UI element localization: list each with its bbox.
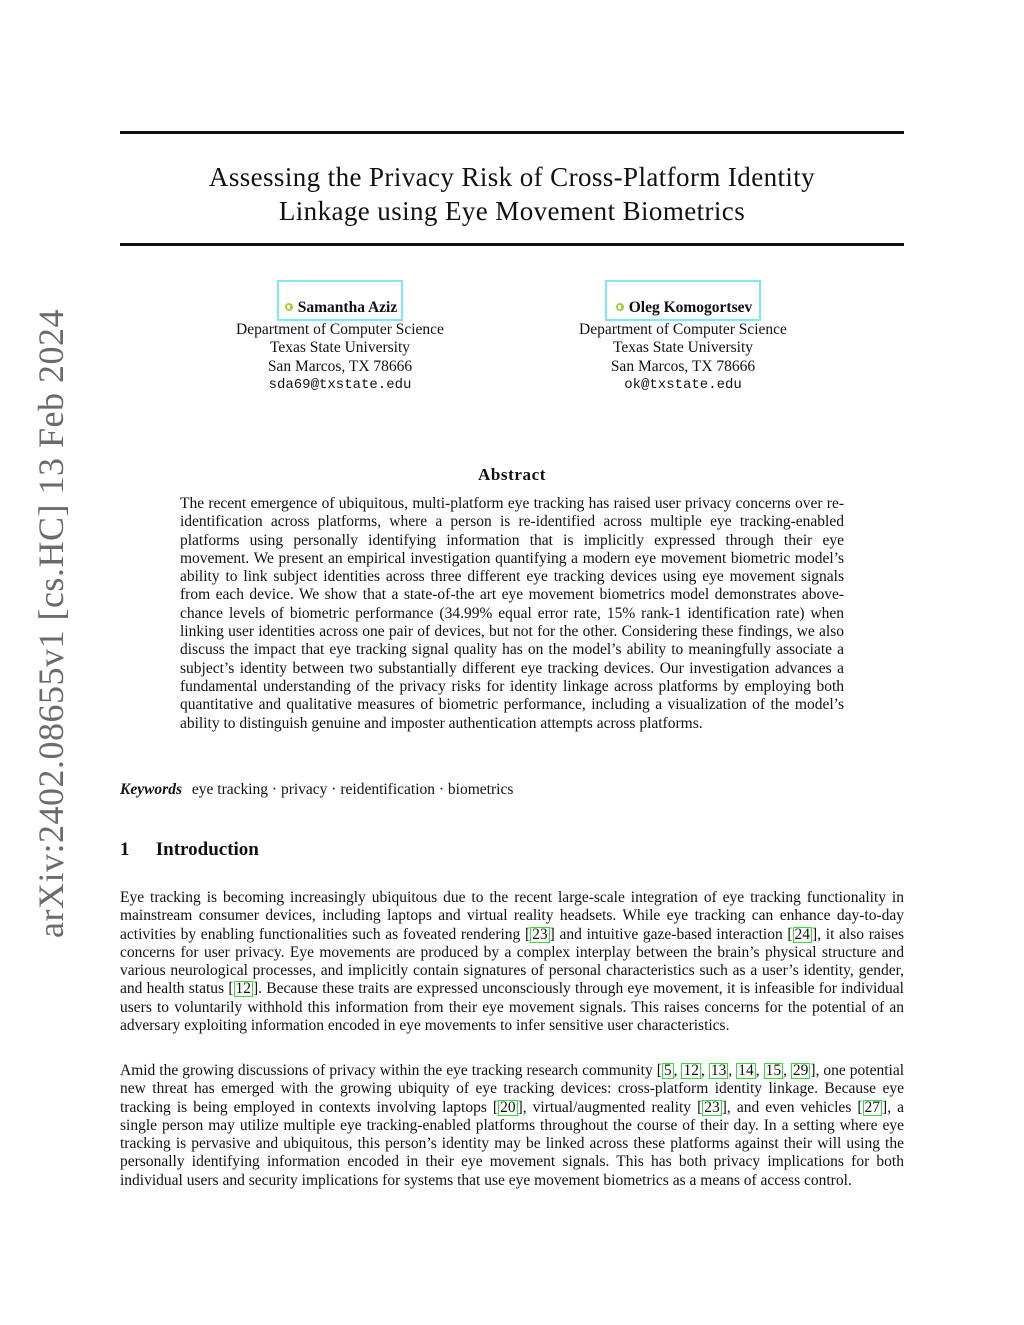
paragraph-text: ]. Because these traits are expressed unconsciously through eye movement, it is infeasible for individual users to voluntarily withhold this information from their eye movement signals. This raises concerns for the potential of an adversary exploiting information encoded in eye movements to infer sensitive user characteristics. bbox=[120, 980, 904, 1035]
orcid-icon[interactable] bbox=[285, 303, 293, 311]
paragraph-text: Eye tracking is becoming increasingly ubiquitous due to the recent large-scale integration of eye tracking functionality in mainstream consumer devices, including laptops and virtual reality headsets. While eye tracking can enhance day-to-day activities by enabling functionalities such as foveated rendering bbox=[120, 889, 904, 943]
paragraph-text: , bbox=[783, 1062, 791, 1079]
citation-link[interactable]: 23 bbox=[704, 1098, 720, 1116]
author-department: Department of Computer Science bbox=[236, 320, 444, 338]
paragraph-text: [ bbox=[525, 925, 531, 943]
paragraph-text: , bbox=[755, 1062, 764, 1079]
orcid-icon[interactable] bbox=[616, 303, 624, 311]
citation-link[interactable]: 15 bbox=[765, 1062, 782, 1079]
citation-link[interactable]: 23 bbox=[532, 925, 548, 943]
intro-paragraph-2 bbox=[120, 1062, 904, 1190]
paragraph-text: ], and even vehicles [ bbox=[721, 1098, 863, 1116]
arxiv-identifier-stamp: arXiv:2402.08655v1 [cs.HC] 13 Feb 2024 bbox=[31, 309, 71, 938]
paragraph-text: , bbox=[700, 1062, 709, 1079]
citation-link[interactable]: 12 bbox=[235, 980, 251, 998]
author-email[interactable]: ok@txstate.edu bbox=[624, 377, 742, 393]
title-line-2: Linkage using Eye Movement Biometrics bbox=[278, 196, 746, 226]
citation-link[interactable]: 24 bbox=[794, 925, 811, 943]
paragraph-text: , bbox=[728, 1062, 737, 1079]
keywords-label: Keywords bbox=[120, 781, 182, 798]
intro-paragraph-1 bbox=[120, 889, 904, 1035]
author-location: San Marcos, TX 78666 bbox=[267, 357, 413, 375]
author-location: San Marcos, TX 78666 bbox=[610, 357, 756, 375]
author-email[interactable]: sda69@txstate.edu bbox=[268, 377, 412, 393]
citation-link[interactable]: 27 bbox=[864, 1098, 881, 1116]
author-block-2 bbox=[533, 280, 833, 395]
author-name-link[interactable] bbox=[605, 280, 761, 321]
paragraph-text: ], virtual/augmented reality [ bbox=[517, 1098, 703, 1116]
paragraph-text: Amid the growing discussions of privacy within the eye tracking research community [ bbox=[120, 1062, 662, 1079]
author-university: Texas State University bbox=[269, 339, 411, 356]
keywords-text: eye tracking · privacy · reidentification · biometrics bbox=[191, 781, 514, 798]
section-title: Introduction bbox=[155, 839, 259, 860]
author-university: Texas State University bbox=[612, 339, 754, 356]
paragraph-text: ], a single person may utilize multiple eye tracking-enabled platforms throughout the course of their day. In a setting where eye tracking is pervasive and ubiquitous, this person’s identity may be linked across these platforms against their will using the personally identifying information encoded in their eye movement signals. This has both privacy implications for both individual users and security implications for systems that use eye movement biometrics as a means of access control. bbox=[120, 1098, 905, 1189]
author-department: Department of Computer Science bbox=[579, 320, 787, 338]
author-name: Oleg Komogortsev bbox=[628, 299, 753, 316]
citation-link[interactable]: 14 bbox=[738, 1062, 754, 1079]
citation-link[interactable]: 12 bbox=[683, 1062, 699, 1079]
author-name-link[interactable] bbox=[277, 280, 403, 321]
title-rule-bottom bbox=[120, 243, 904, 246]
author-block-1 bbox=[190, 280, 490, 395]
author-name: Samantha Aziz bbox=[297, 299, 398, 316]
paragraph-text: , bbox=[673, 1062, 682, 1079]
paragraph-text: ], one potential new threat has emerged with the growing ubiquity of eye tracking devices: cross-platform identity linkage. Because eye tracking is being employed in contexts involving laptops [ bbox=[120, 1062, 905, 1116]
citation-link[interactable]: 13 bbox=[710, 1062, 727, 1079]
keywords-line bbox=[120, 781, 513, 799]
paragraph-text: ] and intuitive gaze-based interaction [ bbox=[549, 925, 793, 943]
citation-link[interactable]: 29 bbox=[792, 1062, 809, 1079]
paragraph-text: ], it also raises concerns for user privacy. Eye movements are produced by a complex interplay between the brain’s physical structure and various neurological processes, and implicitly contain signatures of personal characteristics such as a user’s identity, gender, and health status [ bbox=[120, 925, 904, 998]
section-number: 1 bbox=[120, 839, 130, 860]
title-line-1: Assessing the Privacy Risk of Cross-Platform Identity bbox=[208, 162, 816, 192]
abstract-heading: Abstract bbox=[477, 465, 547, 484]
paper-title bbox=[110, 160, 914, 228]
abstract-text: The recent emergence of ubiquitous, multi-platform eye tracking has raised user privacy concerns over re-identification across platforms, where a person is re-identified across multiple eye tracking-enabled platforms using personally identifying information that is implicitly expressed through their eye movement. We present an empirical investigation quantifying a modern eye movement biometric model’s ability to link subject identities across three different eye tracking devices using eye movement signals from each device. We show that a state-of-the art eye movement biometrics model demonstrates above-chance levels of biometric performance (34.99% equal error rate, 15% rank-1 identification rate) when linking user identities across one pair of devices, but not for the other. Considering these findings, we also discuss the impact that eye tracking signal quality has on the model’s ability to meaningfully associate a subject’s identity between two substantially different eye tracking devices. Our investigation advances a fundamental understanding of the privacy risks for identity linkage across platforms by employing both quantitative and qualitative measures of biometric performance, including a visualization of the model’s ability to distinguish genuine and imposter authentication attempts across platforms. bbox=[180, 495, 844, 732]
title-rule-top bbox=[120, 131, 904, 134]
citation-link[interactable]: 20 bbox=[500, 1098, 516, 1116]
section-heading-introduction bbox=[120, 839, 259, 861]
citation-link[interactable]: 5 bbox=[663, 1062, 672, 1079]
